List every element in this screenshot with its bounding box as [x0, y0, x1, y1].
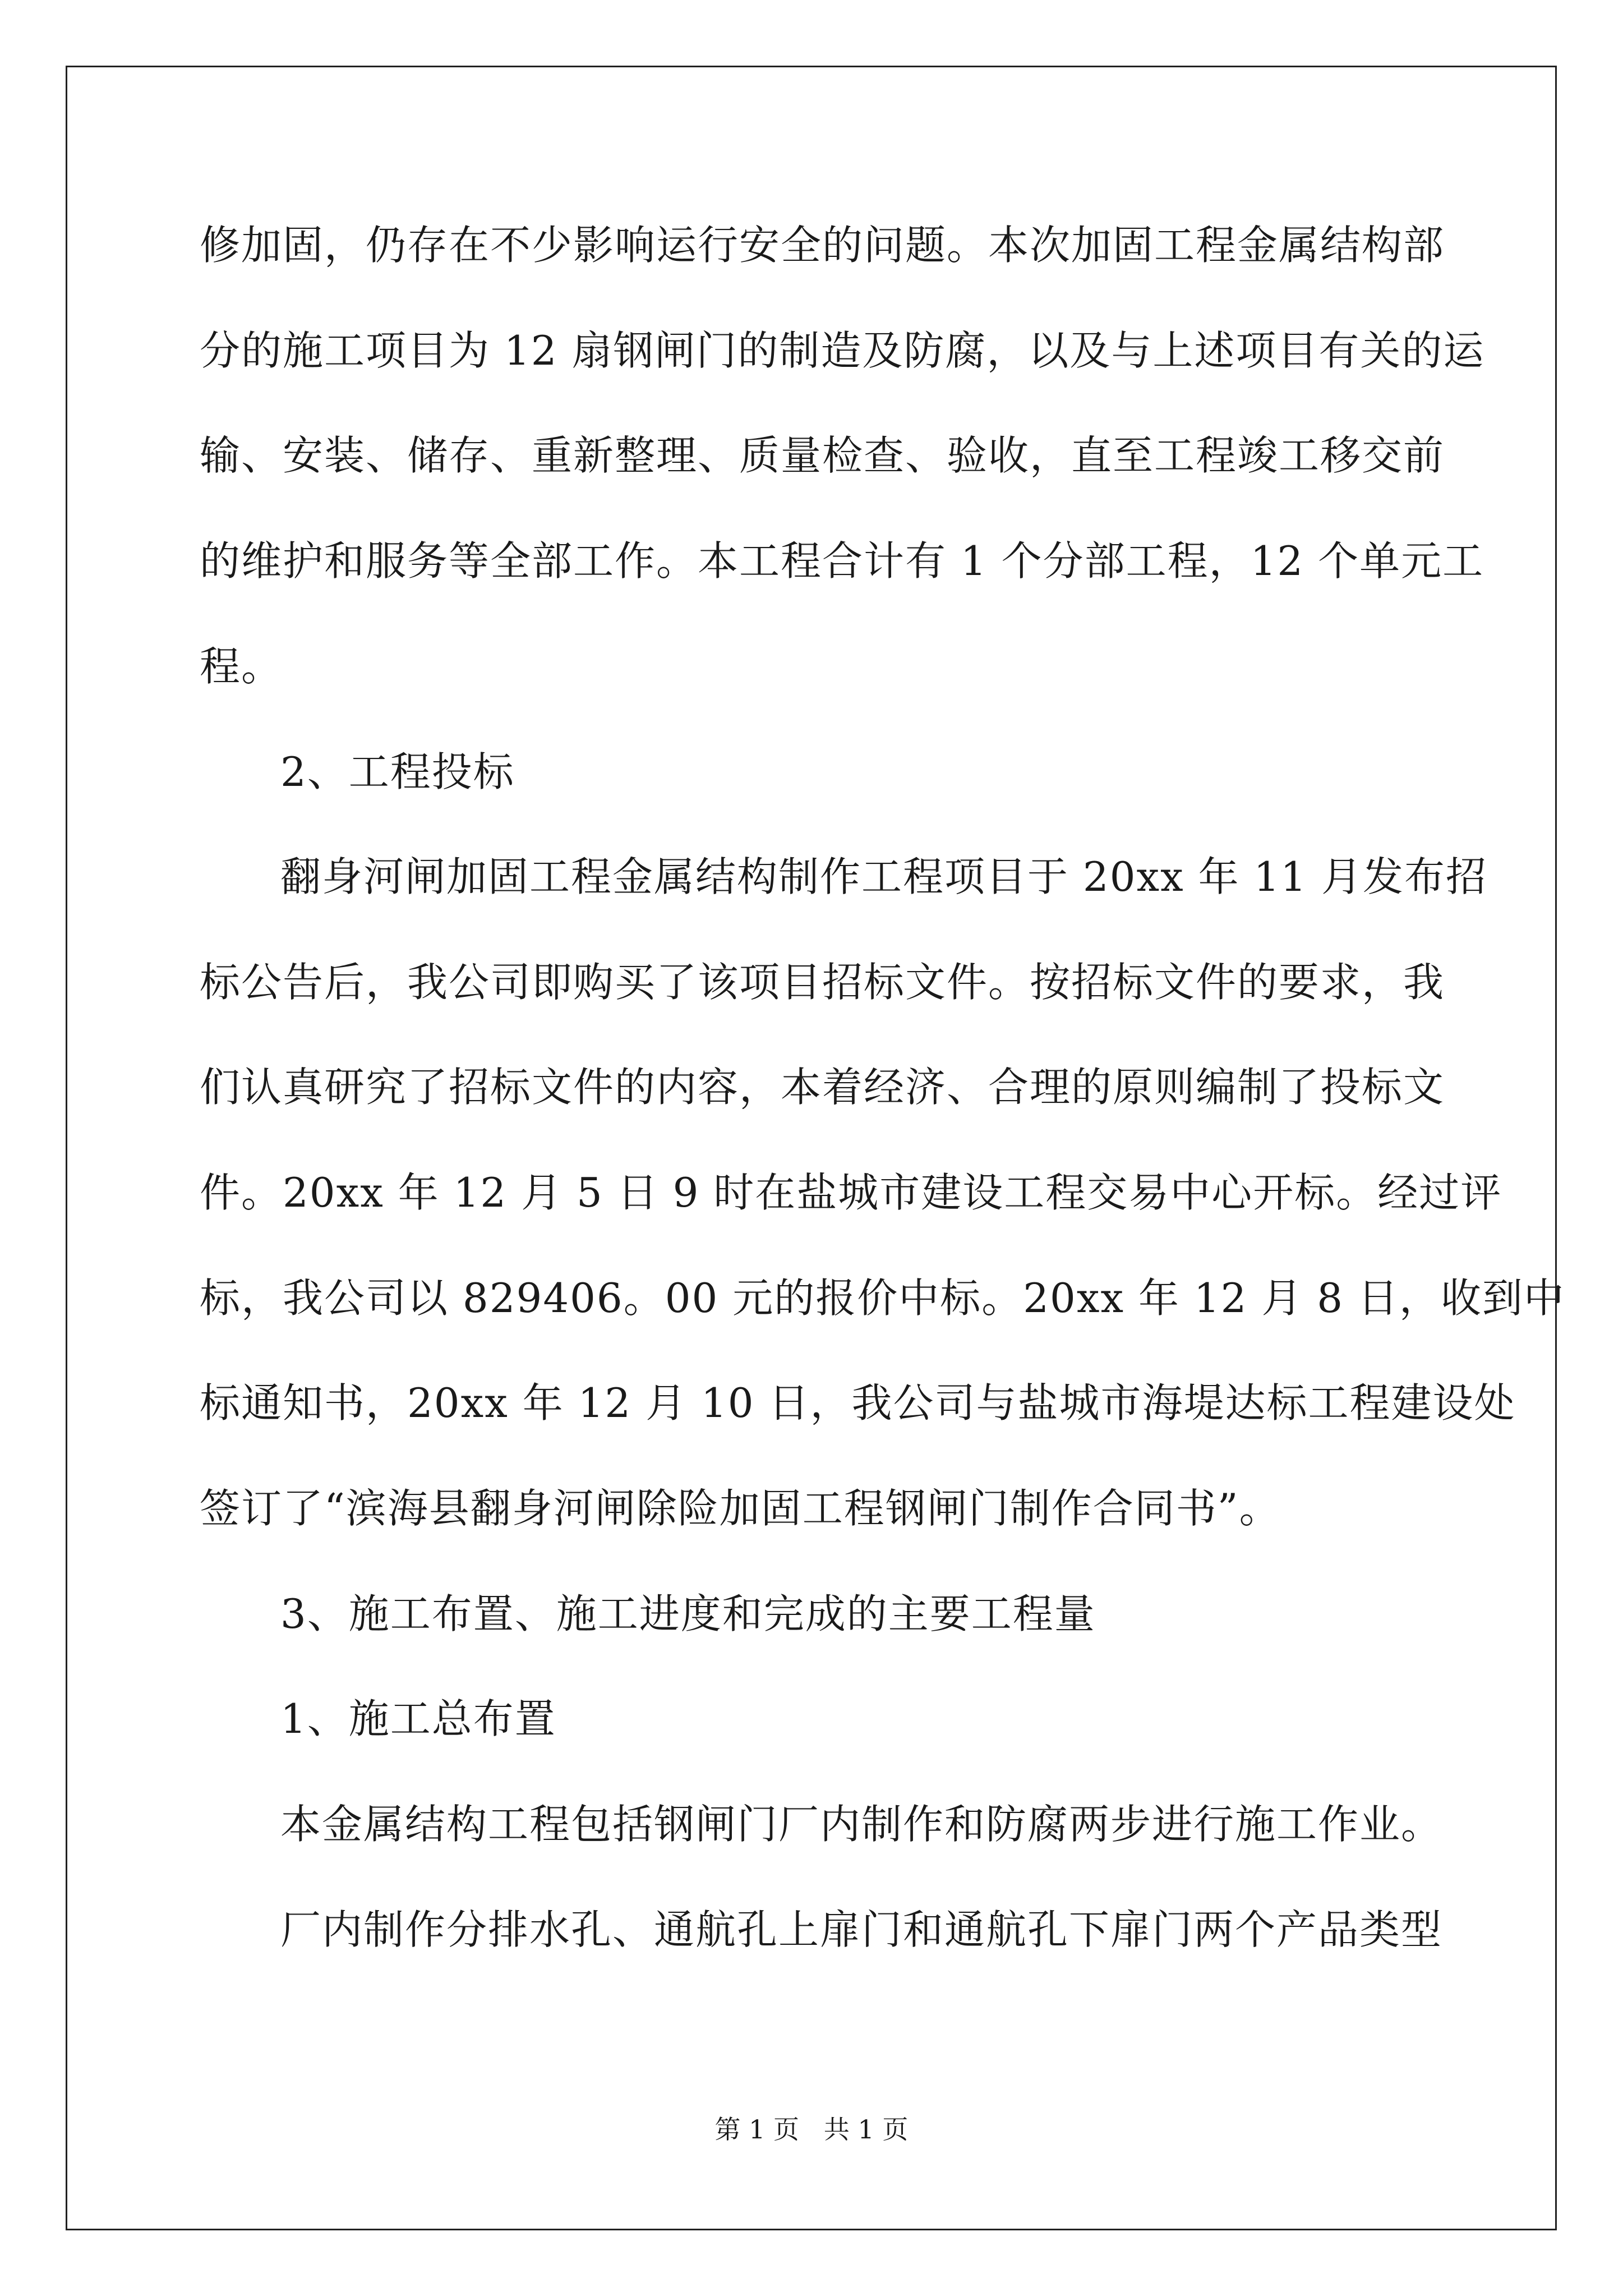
- subsection-heading: 1、施工总布置: [280, 1695, 556, 1742]
- body-line: 件。20xx 年 12 月 5 日 9 时在盐城市建设工程交易中心开标。经过评: [200, 1169, 1502, 1216]
- body-line: 翻身河闸加固工程金属结构制作工程项目于 20xx 年 11 月发布招: [280, 853, 1487, 900]
- page-footer: 第 1 页 共 1 页: [714, 2114, 909, 2145]
- body-line: 们认真研究了招标文件的内容，本着经济、合理的原则编制了投标文: [200, 1064, 1445, 1111]
- body-line: 厂内制作分排水孔、通航孔上扉门和通航孔下扉门两个产品类型: [280, 1906, 1443, 1953]
- body-line: 本金属结构工程包括钢闸门厂内制作和防腐两步进行施工作业。: [280, 1801, 1443, 1848]
- body-line: 修加固，仍存在不少影响运行安全的问题。本次加固工程金属结构部: [200, 222, 1445, 269]
- body-line: 标，我公司以 829406。00 元的报价中标。20xx 年 12 月 8 日，收到中: [200, 1274, 1565, 1322]
- body-line: 输、安装、储存、重新整理、质量检查、验收，直至工程竣工移交前: [200, 432, 1445, 479]
- section-heading: 2、工程投标: [280, 748, 515, 795]
- body-line: 标公告后，我公司即购买了该项目招标文件。按招标文件的要求，我: [200, 959, 1445, 1006]
- body-line: 分的施工项目为 12 扇钢闸门的制造及防腐，以及与上述项目有关的运: [200, 327, 1485, 374]
- body-line: 程。: [200, 643, 283, 690]
- body-line: 签订了“滨海县翻身河闸除险加固工程钢闸门制作合同书”。: [200, 1485, 1281, 1532]
- body-line: 的维护和服务等全部工作。本工程合计有 1 个分部工程，12 个单元工: [200, 537, 1484, 585]
- section-heading: 3、施工布置、施工进度和完成的主要工程量: [280, 1590, 1096, 1637]
- body-line: 标通知书，20xx 年 12 月 10 日，我公司与盐城市海堤达标工程建设处: [200, 1379, 1516, 1427]
